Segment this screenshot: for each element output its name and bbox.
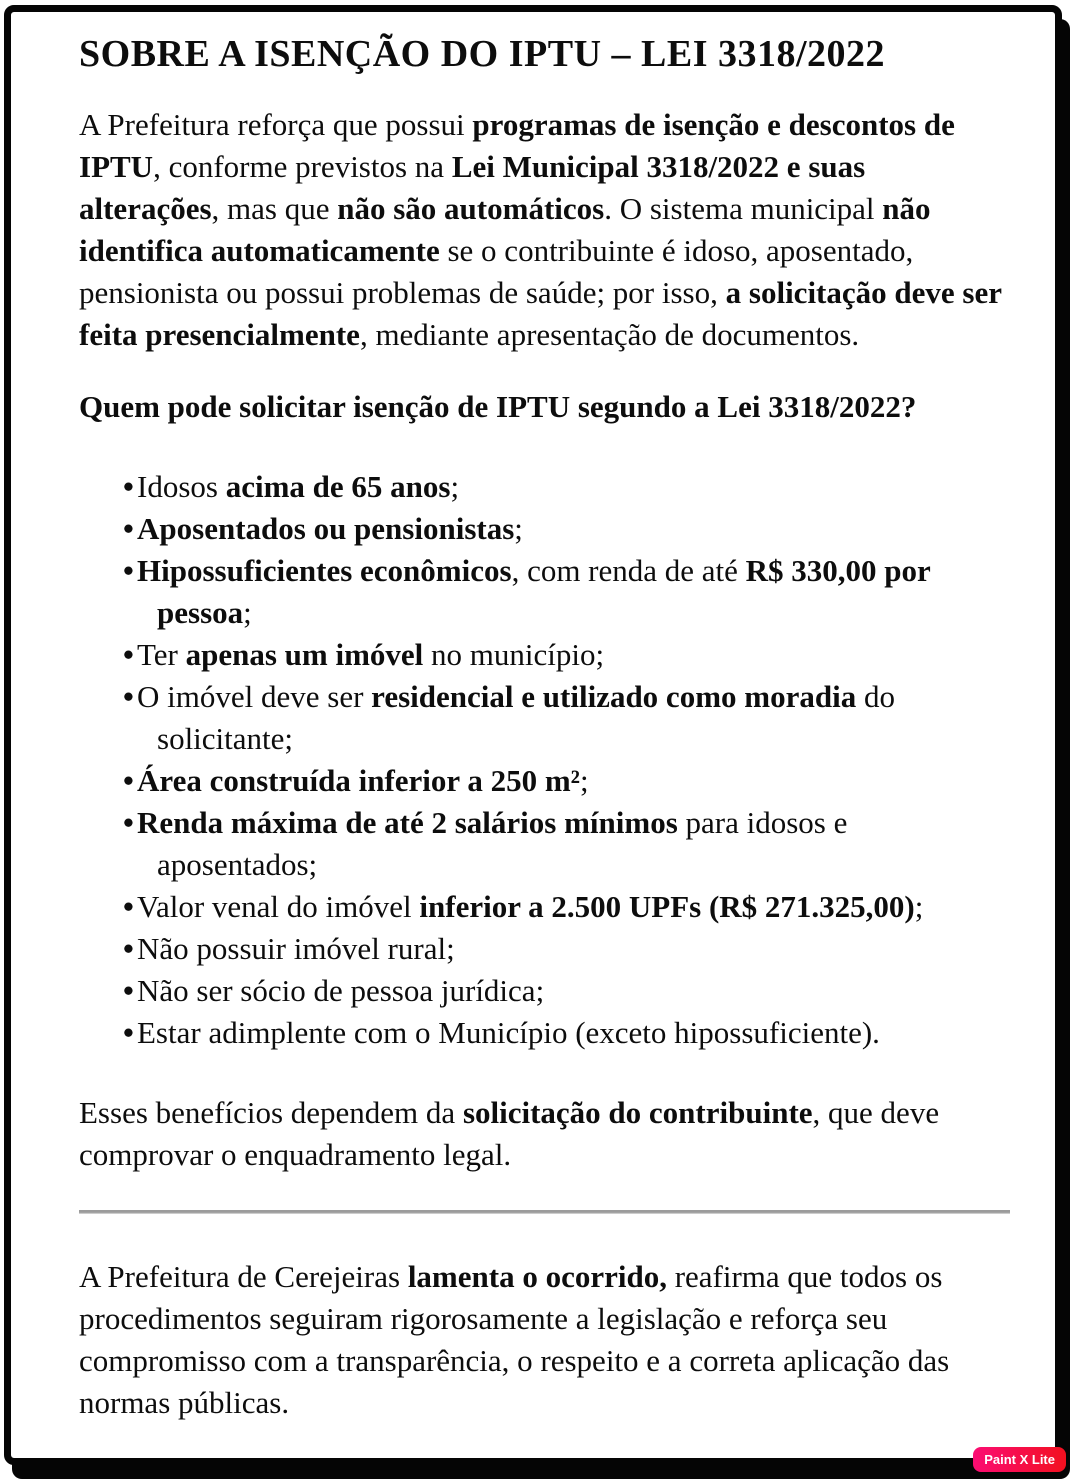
document-page [4, 5, 1062, 1465]
list-item: • Renda máxima de até 2 salários mínimos para idosos e aposentados; [79, 802, 1010, 886]
list-item: • Idosos acima de 65 anos; [79, 466, 1010, 508]
eligibility-list [79, 466, 1010, 1054]
list-item: • Estar adimplente com o Município (exceto hipossuficiente). [79, 1012, 1010, 1054]
intro-paragraph: A Prefeitura reforça que possui programas de isenção e descontos de IPTU, conforme previstos na Lei Municipal 3318/2022 e suas alterações, mas que não são automáticos. O sistema municipal não identifica automaticamente se o contribuinte é idoso, aposentado, pensionista ou possui problemas de saúde; por isso, a solicitação deve ser feita presencialmente, mediante apresentação de documentos. [79, 107, 1002, 352]
question-heading: Quem pode solicitar isenção de IPTU segundo a Lei 3318/2022? [79, 389, 917, 424]
footer-paragraph: A Prefeitura de Cerejeiras lamenta o ocorrido, reafirma que todos os procedimentos seguiram rigorosamente a legislação e reforça seu compromisso com a transparência, o respeito e a correta aplicação das normas públicas. [79, 1259, 950, 1420]
page-title: SOBRE A ISENÇÃO DO IPTU – LEI 3318/2022 [79, 33, 886, 75]
list-item: • Não possuir imóvel rural; [79, 928, 1010, 970]
list-item: • Área construída inferior a 250 m²; [79, 760, 1010, 802]
list-item: • O imóvel deve ser residencial e utilizado como moradia do solicitante; [79, 676, 1010, 760]
list-item: • Hipossuficientes econômicos, com renda de até R$ 330,00 por pessoa; [79, 550, 1010, 634]
list-item: • Aposentados ou pensionistas; [79, 508, 1010, 550]
list-item: • Não ser sócio de pessoa jurídica; [79, 970, 1010, 1012]
paint-x-lite-watermark: Paint X Lite [973, 1447, 1066, 1472]
section-divider [79, 1210, 1010, 1214]
closing-paragraph: Esses benefícios dependem da solicitação do contribuinte, que deve comprovar o enquadramento legal. [79, 1095, 940, 1172]
list-item: • Ter apenas um imóvel no município; [79, 634, 1010, 676]
list-item: • Valor venal do imóvel inferior a 2.500 UPFs (R$ 271.325,00); [79, 886, 1010, 928]
